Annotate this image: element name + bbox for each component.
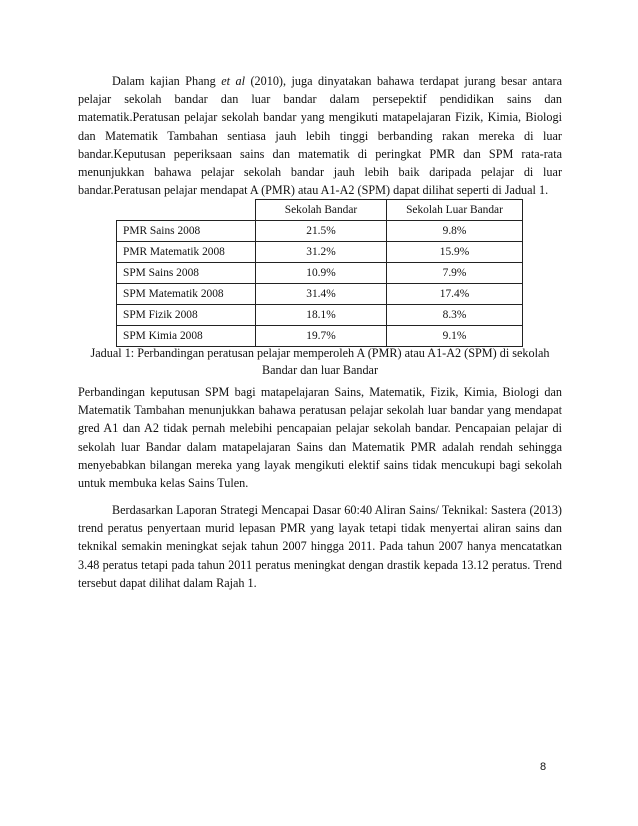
table-row-label: SPM Sains 2008 — [117, 263, 256, 284]
table-row — [117, 305, 523, 326]
page-number: 8 — [540, 761, 547, 773]
table-header-empty-cell — [117, 200, 256, 221]
table-row-label: SPM Matematik 2008 — [117, 284, 256, 305]
table-cell-bandar: 18.1% — [256, 305, 387, 326]
paragraph-spm-comparison: Perbandingan keputusan SPM bagi matapelajaran Sains, Matematik, Fizik, Kimia, Biologi dan Matematik Tambahan menunjukkan bahawa peratusan pelajar sekolah luar bandar yang mendapat gred A1 dan A2 tidak pernah melebihi pencapaian pelajar sekolah bandar. Pencapaian pelajar di sekolah luar Bandar dalam matapelajaran Sains dan Matematik PMR adalah rendah sehingga menyebabkan bilangan mereka yang layak mengikuti elektif sains tidak mencukupi bagi sekolah untuk membuka kelas Sains Tulen. — [78, 385, 562, 491]
table-cell-bandar: 19.7% — [256, 326, 387, 347]
paragraph-trend — [78, 501, 562, 592]
paragraph-intro-text-rest: (2010), juga dinyatakan bahawa terdapat jurang besar antara pelajar sekolah bandar dan luar bandar dalam persepektif pendidikan sains dan matematik.Peratusan pelajar sekolah bandar yang mengikuti matapelajaran Fizik, Kimia, Biologi dan Matematik Tambahan sentiasa jauh lebih tinggi berbanding rakan mereka di luar bandar.Keputusan peperiksaan sains dan matematik di peringkat PMR dan SPM rata-rata menunjukkan bahawa pelajar sekolah bandar jauh lebih baik daripada pelajar di luar bandar.Peratusan pelajar mendapat A (PMR) atau A1-A2 (SPM) dapat dilihat seperti di Jadual 1. — [78, 74, 563, 198]
table-row — [117, 284, 523, 305]
table-cell-luar-bandar: 8.3% — [387, 305, 523, 326]
table-row-label: PMR Matematik 2008 — [117, 242, 256, 263]
table-cell-bandar: 31.4% — [256, 284, 387, 305]
table-row — [117, 221, 523, 242]
table-cell-luar-bandar: 7.9% — [387, 263, 523, 284]
table-header-luar-bandar: Sekolah Luar Bandar — [387, 200, 523, 221]
table-header-row — [117, 200, 523, 221]
paragraph-trend-text: Berdasarkan Laporan Strategi Mencapai Dasar 60:40 Aliran Sains/ Teknikal: Sastera (2013) trend peratus penyertaan murid lepasan PMR yang layak tetapi tidak menyertai aliran sains dan teknikal semakin meningkat sejak tahun 2007 hingga 2011. Pada tahun 2007 hanya mencatatkan 3.48 peratus tetapi pada tahun 2011 peratus meningkat dengan drastik kepada 13.12 peratus. Trend tersebut dapat dilihat dalam Rajah 1. — [78, 503, 562, 590]
comparison-table — [116, 199, 523, 347]
paragraph-intro-text-start: Dalam kajian Phang — [112, 74, 222, 88]
table-cell-luar-bandar: 9.8% — [387, 221, 523, 242]
table-row — [117, 263, 523, 284]
table-cell-luar-bandar: 15.9% — [387, 242, 523, 263]
table-row-label: SPM Kimia 2008 — [117, 326, 256, 347]
paragraph-intro — [78, 72, 562, 199]
table-row — [117, 326, 523, 347]
table-cell-bandar: 21.5% — [256, 221, 387, 242]
table-caption: Jadual 1: Perbandingan peratusan pelajar memperoleh A (PMR) atau A1-A2 (SPM) di sekolah Bandar dan luar Bandar — [90, 346, 550, 377]
table-row-label: SPM Fizik 2008 — [117, 305, 256, 326]
table-row — [117, 242, 523, 263]
table-cell-bandar: 31.2% — [256, 242, 387, 263]
table-cell-luar-bandar: 17.4% — [387, 284, 523, 305]
table-row-label: PMR Sains 2008 — [117, 221, 256, 242]
table-header-bandar: Sekolah Bandar — [256, 200, 387, 221]
paragraph-intro-citation-etal: et al — [221, 74, 245, 88]
table-cell-bandar: 10.9% — [256, 263, 387, 284]
table-cell-luar-bandar: 9.1% — [387, 326, 523, 347]
